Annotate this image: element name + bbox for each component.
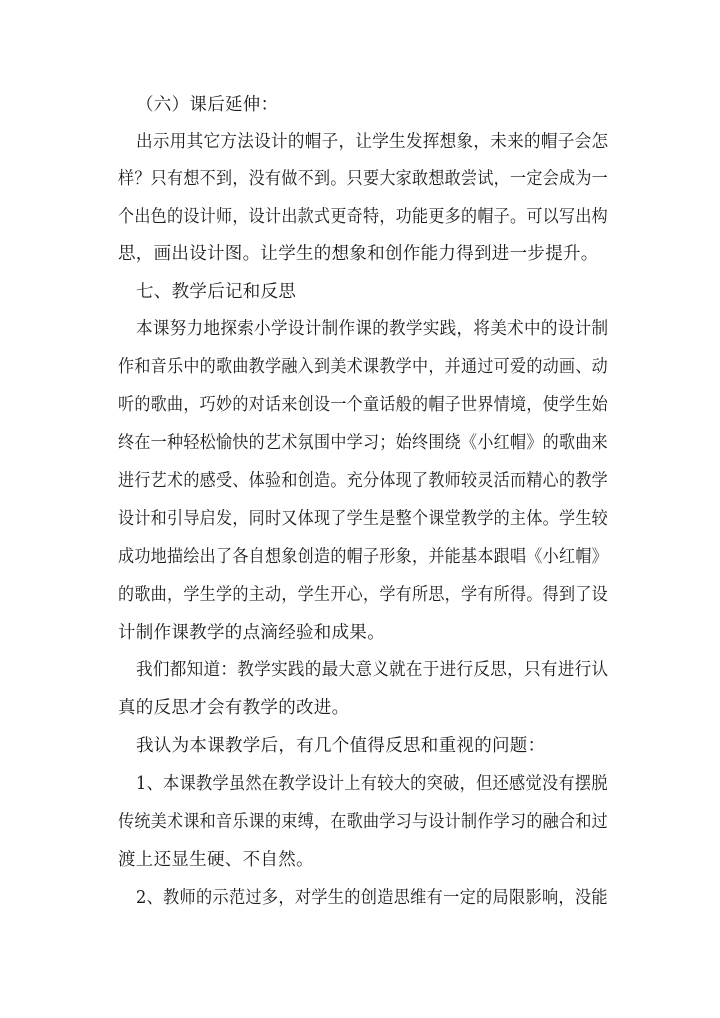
paragraph-line: 出示用其它方法设计的帽子，让学生发挥想象，未来的帽子会怎 (136, 132, 609, 152)
paragraph-line: 进行艺术的感受、体验和创造。充分体现了教师较灵活而精心的教学 (118, 471, 608, 491)
paragraph-line: 样？只有想不到，没有做不到。只要大家敢想敢尝试，一定会成为一 (118, 169, 608, 189)
paragraph-line: 设计和引导启发，同时又体现了学生是整个课堂教学的主体。学生较 (118, 509, 608, 529)
paragraph-line: 个出色的设计师，设计出款式更奇特，功能更多的帽子。可以写出构 (118, 207, 608, 227)
paragraph-line: 本课努力地探索小学设计制作课的教学实践，将美术中的设计制 (136, 319, 609, 339)
paragraph-line: 传统美术课和音乐课的束缚，在歌曲学习与设计制作学习的融合和过 (118, 812, 608, 832)
paragraph-line: 作和音乐中的歌曲教学融入到美术课教学中，并通过可爱的动画、动 (118, 357, 608, 377)
paragraph-line: 1、本课教学虽然在教学设计上有较大的突破，但还感觉没有摆脱 (136, 774, 608, 794)
paragraph-line: 终在一种轻松愉快的艺术氛围中学习；始终围绕《小红帽》的歌曲来 (118, 433, 608, 453)
paragraph-line: 我认为本课教学后，有几个值得反思和重视的问题： (136, 736, 546, 756)
paragraph-line: 我们都知道：教学实践的最大意义就在于进行反思，只有进行认 (136, 660, 609, 680)
paragraph-line: 渡上还显生硬、不自然。 (118, 850, 314, 870)
paragraph-line: 计制作课教学的点滴经验和成果。 (118, 623, 385, 643)
paragraph-line: 成功地描绘出了各自想象创造的帽子形象，并能基本跟唱《小红帽》 (118, 547, 608, 567)
heading-extension: （六）课后延伸： (136, 95, 279, 115)
paragraph-line: 真的反思才会有教学的改进。 (118, 698, 350, 718)
heading-reflection: 七、教学后记和反思 (136, 282, 297, 302)
paragraph-line: 思，画出设计图。让学生的想象和创作能力得到进一步提升。 (118, 244, 599, 264)
paragraph-line: 2、教师的示范过多，对学生的创造思维有一定的局限影响，没能 (136, 888, 608, 908)
paragraph-line: 的歌曲，学生学的主动，学生开心，学有所思，学有所得。得到了设 (118, 585, 608, 605)
paragraph-line: 听的歌曲，巧妙的对话来创设一个童话般的帽子世界情境，使学生始 (118, 395, 608, 415)
